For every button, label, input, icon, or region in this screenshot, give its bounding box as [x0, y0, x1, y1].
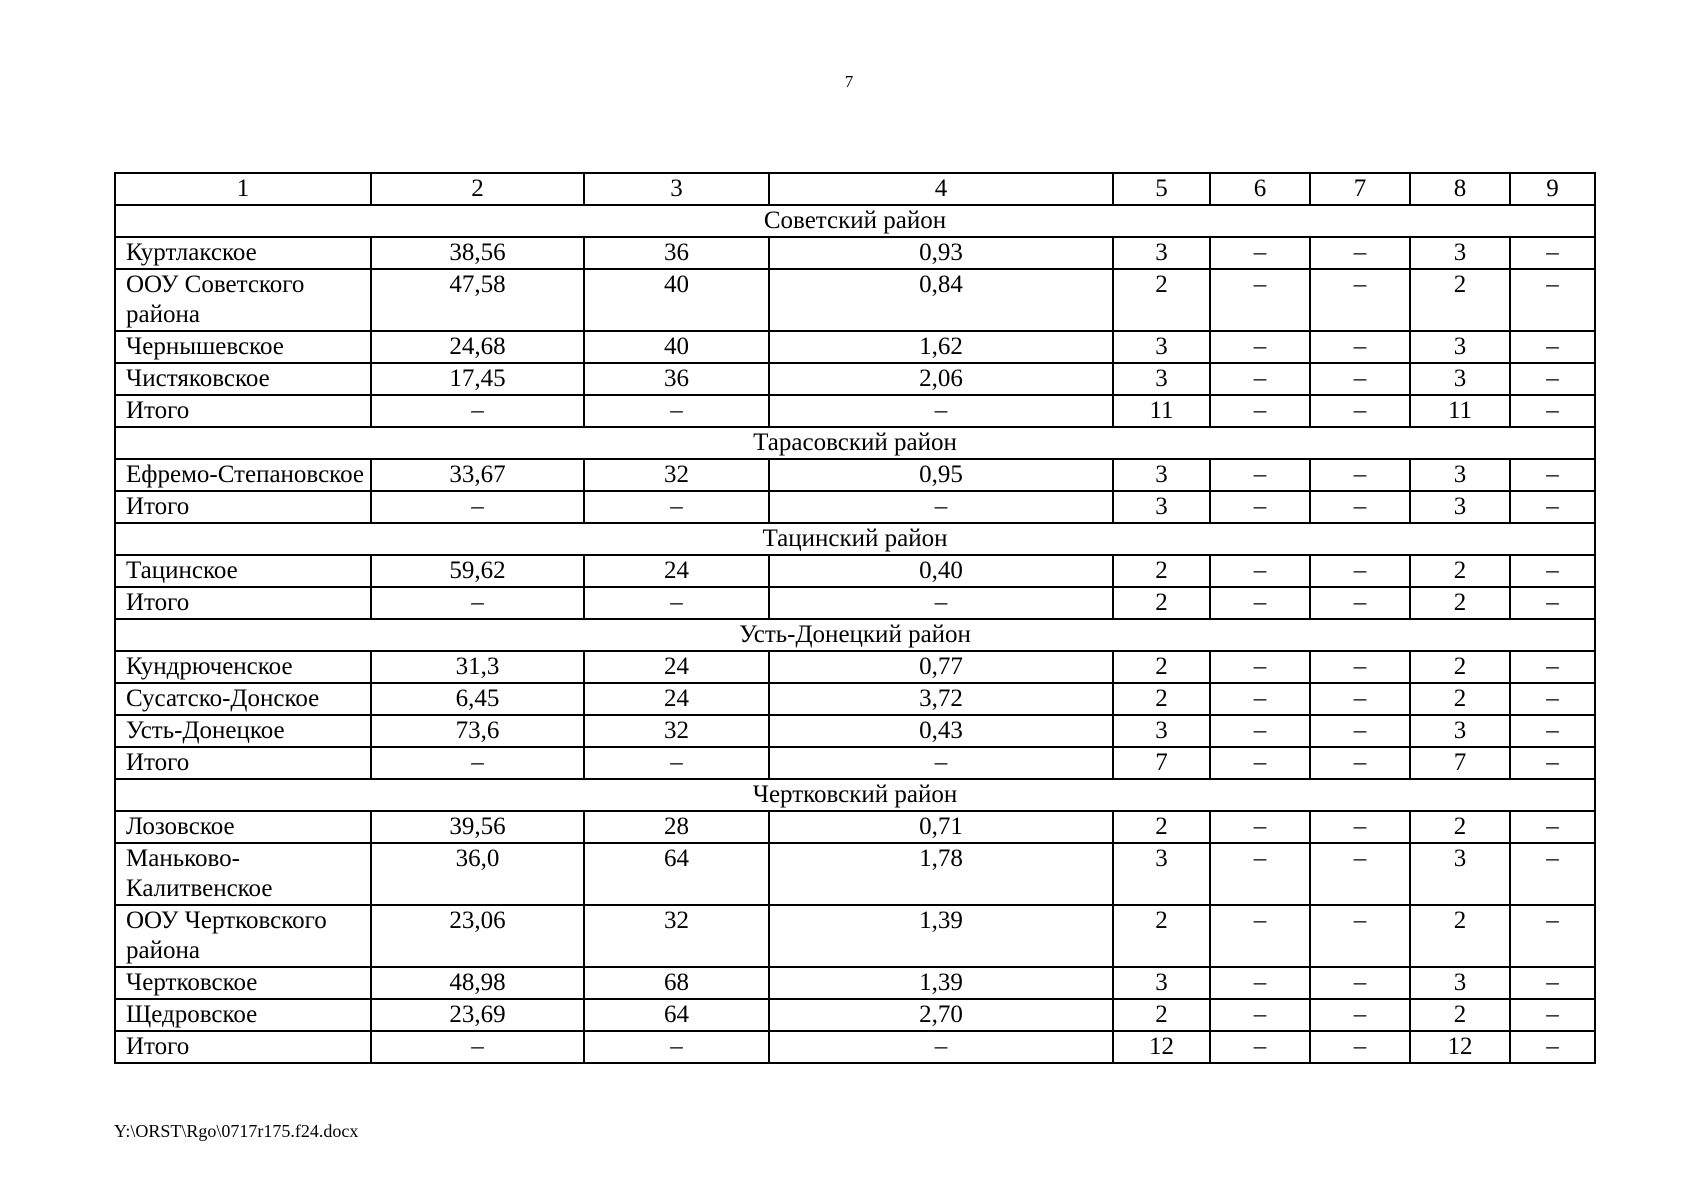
table-cell: 11 — [1113, 395, 1210, 427]
table-cell: – — [1310, 587, 1410, 619]
column-header: 7 — [1310, 173, 1410, 205]
table-cell: 2,70 — [769, 999, 1113, 1031]
table-row — [115, 587, 1595, 619]
table-cell: 3 — [1113, 459, 1210, 491]
table-cell: 0,40 — [769, 555, 1113, 587]
table-cell: 0,84 — [769, 269, 1113, 331]
table-row — [115, 395, 1595, 427]
table-cell: 2 — [1410, 683, 1510, 715]
table-cell: 64 — [584, 843, 769, 905]
table-cell: 3 — [1410, 491, 1510, 523]
section-row — [115, 205, 1595, 237]
table-cell: 2 — [1113, 999, 1210, 1031]
table-cell: 0,43 — [769, 715, 1113, 747]
table-cell: 12 — [1410, 1031, 1510, 1063]
table-cell: – — [1310, 331, 1410, 363]
table-cell: 33,67 — [371, 459, 584, 491]
table-cell: 0,71 — [769, 811, 1113, 843]
table-cell: – — [1310, 237, 1410, 269]
section-title: Тацинский район — [115, 523, 1595, 555]
table-cell: 2 — [1410, 811, 1510, 843]
table-cell: 24 — [584, 683, 769, 715]
table-cell: 32 — [584, 459, 769, 491]
table-row — [115, 747, 1595, 779]
column-header: 9 — [1510, 173, 1595, 205]
table-cell: 2 — [1410, 905, 1510, 967]
table-cell: 7 — [1113, 747, 1210, 779]
table-cell: – — [1210, 651, 1310, 683]
table-cell: 2 — [1410, 269, 1510, 331]
table-cell: 24 — [584, 651, 769, 683]
table-row — [115, 683, 1595, 715]
row-name-cell: Сусатско-Донское — [115, 683, 371, 715]
table-cell: – — [1310, 843, 1410, 905]
table-cell: – — [1310, 491, 1410, 523]
table-cell: – — [1310, 1031, 1410, 1063]
table-cell: – — [1310, 905, 1410, 967]
table-row — [115, 905, 1595, 967]
table-cell: 3 — [1113, 715, 1210, 747]
table-cell: 7 — [1410, 747, 1510, 779]
row-name-cell: Чертковское — [115, 967, 371, 999]
table-cell: – — [1210, 811, 1310, 843]
row-name-cell: Усть-Донецкое — [115, 715, 371, 747]
table-cell: – — [1310, 715, 1410, 747]
column-header: 6 — [1210, 173, 1310, 205]
table-cell: 39,56 — [371, 811, 584, 843]
page-number: 7 — [844, 72, 854, 91]
row-name-cell: Чистяковское — [115, 363, 371, 395]
section-title: Тарасовский район — [115, 427, 1595, 459]
row-name-cell: Итого — [115, 395, 371, 427]
table-row — [115, 967, 1595, 999]
table-cell: – — [1310, 747, 1410, 779]
table-cell: – — [1510, 747, 1595, 779]
table-cell: – — [584, 1031, 769, 1063]
table-cell: – — [769, 747, 1113, 779]
table-cell: – — [1210, 269, 1310, 331]
table-cell: – — [769, 491, 1113, 523]
table-row — [115, 843, 1595, 905]
table-cell: 36,0 — [371, 843, 584, 905]
table-cell: – — [1210, 363, 1310, 395]
table-cell: – — [1510, 491, 1595, 523]
row-name-cell: Итого — [115, 587, 371, 619]
table-cell: – — [584, 395, 769, 427]
row-name-cell: Чернышевское — [115, 331, 371, 363]
table-cell: 24 — [584, 555, 769, 587]
row-name-cell: ООУ Чертковского района — [115, 905, 371, 967]
header-row — [115, 173, 1595, 205]
table-cell: – — [769, 587, 1113, 619]
table-cell: 36 — [584, 363, 769, 395]
table-cell: – — [584, 587, 769, 619]
table-cell: – — [1510, 715, 1595, 747]
section-row — [115, 523, 1595, 555]
table-cell: 3 — [1113, 237, 1210, 269]
table-cell: 3 — [1410, 967, 1510, 999]
table-cell: – — [1310, 395, 1410, 427]
table-cell: 1,39 — [769, 905, 1113, 967]
table-row — [115, 491, 1595, 523]
table-cell: 1,39 — [769, 967, 1113, 999]
table-cell: 28 — [584, 811, 769, 843]
column-header: 5 — [1113, 173, 1210, 205]
table-row — [115, 811, 1595, 843]
table-cell: 3 — [1410, 843, 1510, 905]
table-cell: – — [1510, 331, 1595, 363]
table-cell: – — [584, 747, 769, 779]
row-name-cell: Тацинское — [115, 555, 371, 587]
table-cell: – — [1210, 843, 1310, 905]
table-cell: – — [1510, 587, 1595, 619]
table-cell: – — [1310, 999, 1410, 1031]
table-cell: 17,45 — [371, 363, 584, 395]
column-header: 1 — [115, 173, 371, 205]
table-row — [115, 331, 1595, 363]
table-cell: – — [1310, 363, 1410, 395]
table-cell: 3 — [1113, 491, 1210, 523]
table-cell: – — [1210, 715, 1310, 747]
table-cell: – — [1210, 587, 1310, 619]
table-cell: – — [1210, 459, 1310, 491]
table-cell: – — [371, 1031, 584, 1063]
table-cell: 3 — [1410, 331, 1510, 363]
table-cell: 6,45 — [371, 683, 584, 715]
table-cell: – — [1210, 237, 1310, 269]
table-cell: 40 — [584, 331, 769, 363]
table-cell: 0,77 — [769, 651, 1113, 683]
table-cell: 73,6 — [371, 715, 584, 747]
table-cell: – — [1310, 555, 1410, 587]
table-cell: 11 — [1410, 395, 1510, 427]
table-cell: – — [1310, 967, 1410, 999]
table-cell: – — [371, 395, 584, 427]
row-name-cell: Щедровское — [115, 999, 371, 1031]
table-cell: – — [1310, 459, 1410, 491]
table-row — [115, 363, 1595, 395]
table-cell: 1,62 — [769, 331, 1113, 363]
section-title: Советский район — [115, 205, 1595, 237]
data-table — [114, 172, 1596, 1064]
table-cell: 64 — [584, 999, 769, 1031]
row-name-cell: Кундрюченское — [115, 651, 371, 683]
table-cell: – — [769, 395, 1113, 427]
table-cell: – — [1510, 967, 1595, 999]
section-row — [115, 619, 1595, 651]
row-name-cell: Ефремо-Степановское — [115, 459, 371, 491]
table-cell: – — [1510, 555, 1595, 587]
table-cell: – — [1210, 491, 1310, 523]
table-cell: 0,95 — [769, 459, 1113, 491]
row-name-cell: Куртлакское — [115, 237, 371, 269]
table-cell: 2 — [1113, 555, 1210, 587]
table-cell: 3 — [1410, 363, 1510, 395]
table-cell: 12 — [1113, 1031, 1210, 1063]
table-cell: – — [1210, 905, 1310, 967]
row-name-cell: Итого — [115, 491, 371, 523]
table-cell: 2 — [1113, 683, 1210, 715]
table-row — [115, 459, 1595, 491]
table-cell: – — [371, 491, 584, 523]
table-cell: 2 — [1410, 651, 1510, 683]
table-cell: – — [1510, 269, 1595, 331]
table-cell: – — [1210, 331, 1310, 363]
table-cell: – — [1310, 811, 1410, 843]
table-cell: – — [1210, 747, 1310, 779]
table-cell: 48,98 — [371, 967, 584, 999]
table-cell: 40 — [584, 269, 769, 331]
table-cell: 2 — [1113, 587, 1210, 619]
table-cell: 3,72 — [769, 683, 1113, 715]
table-cell: 3 — [1410, 237, 1510, 269]
column-header: 8 — [1410, 173, 1510, 205]
footer-file-path: Y:\ORST\Rgo\0717r175.f24.docx — [114, 1121, 359, 1141]
table-cell: – — [1210, 1031, 1310, 1063]
table-cell: 2 — [1113, 905, 1210, 967]
table-cell: – — [1510, 237, 1595, 269]
table-cell: – — [1210, 967, 1310, 999]
table-cell: – — [769, 1031, 1113, 1063]
row-name-cell: ООУ Советского района — [115, 269, 371, 331]
table-cell: – — [1510, 905, 1595, 967]
table-cell: – — [1210, 395, 1310, 427]
table-cell: – — [1210, 999, 1310, 1031]
table-cell: 2 — [1410, 555, 1510, 587]
table-cell: 32 — [584, 715, 769, 747]
table-cell: – — [1510, 651, 1595, 683]
section-row — [115, 427, 1595, 459]
section-title: Чертковский район — [115, 779, 1595, 811]
section-row — [115, 779, 1595, 811]
table-cell: 38,56 — [371, 237, 584, 269]
table-cell: – — [1510, 999, 1595, 1031]
row-name-cell: Итого — [115, 1031, 371, 1063]
table-cell: 2 — [1410, 587, 1510, 619]
table-row — [115, 715, 1595, 747]
table-cell: – — [1310, 269, 1410, 331]
table-cell: 3 — [1113, 363, 1210, 395]
table-cell: – — [1510, 395, 1595, 427]
table-cell: 59,62 — [371, 555, 584, 587]
table-cell: 2 — [1113, 269, 1210, 331]
table-cell: – — [1510, 363, 1595, 395]
table-cell: 3 — [1410, 715, 1510, 747]
table-cell: – — [371, 747, 584, 779]
table-cell: 3 — [1410, 459, 1510, 491]
table-cell: – — [1310, 683, 1410, 715]
table-cell: – — [584, 491, 769, 523]
table-cell: 36 — [584, 237, 769, 269]
row-name-cell: Маньково-Калитвенское — [115, 843, 371, 905]
table-cell: 68 — [584, 967, 769, 999]
table-row — [115, 651, 1595, 683]
table-cell: – — [1510, 843, 1595, 905]
table-cell: – — [1210, 555, 1310, 587]
section-title: Усть-Донецкий район — [115, 619, 1595, 651]
table-cell: 31,3 — [371, 651, 584, 683]
table-cell: – — [1510, 683, 1595, 715]
table-cell: – — [1310, 651, 1410, 683]
column-header: 2 — [371, 173, 584, 205]
column-header: 4 — [769, 173, 1113, 205]
table-cell: – — [1510, 459, 1595, 491]
table-row — [115, 237, 1595, 269]
table-cell: 2 — [1113, 811, 1210, 843]
table-cell: 2,06 — [769, 363, 1113, 395]
table-cell: – — [1510, 811, 1595, 843]
table-cell: 1,78 — [769, 843, 1113, 905]
table-cell: 3 — [1113, 331, 1210, 363]
table-cell: – — [371, 587, 584, 619]
table-cell: 23,06 — [371, 905, 584, 967]
table-cell: 24,68 — [371, 331, 584, 363]
table-cell: 32 — [584, 905, 769, 967]
table-cell: 2 — [1113, 651, 1210, 683]
table-cell: 2 — [1410, 999, 1510, 1031]
row-name-cell: Лозовское — [115, 811, 371, 843]
table-row — [115, 999, 1595, 1031]
table-cell: – — [1210, 683, 1310, 715]
table-cell: – — [1510, 1031, 1595, 1063]
table-row — [115, 555, 1595, 587]
table-cell: 0,93 — [769, 237, 1113, 269]
column-header: 3 — [584, 173, 769, 205]
table-cell: 23,69 — [371, 999, 584, 1031]
table-cell: 3 — [1113, 967, 1210, 999]
table-cell: 47,58 — [371, 269, 584, 331]
row-name-cell: Итого — [115, 747, 371, 779]
table-cell: 3 — [1113, 843, 1210, 905]
table-row — [115, 1031, 1595, 1063]
table-row — [115, 269, 1595, 331]
